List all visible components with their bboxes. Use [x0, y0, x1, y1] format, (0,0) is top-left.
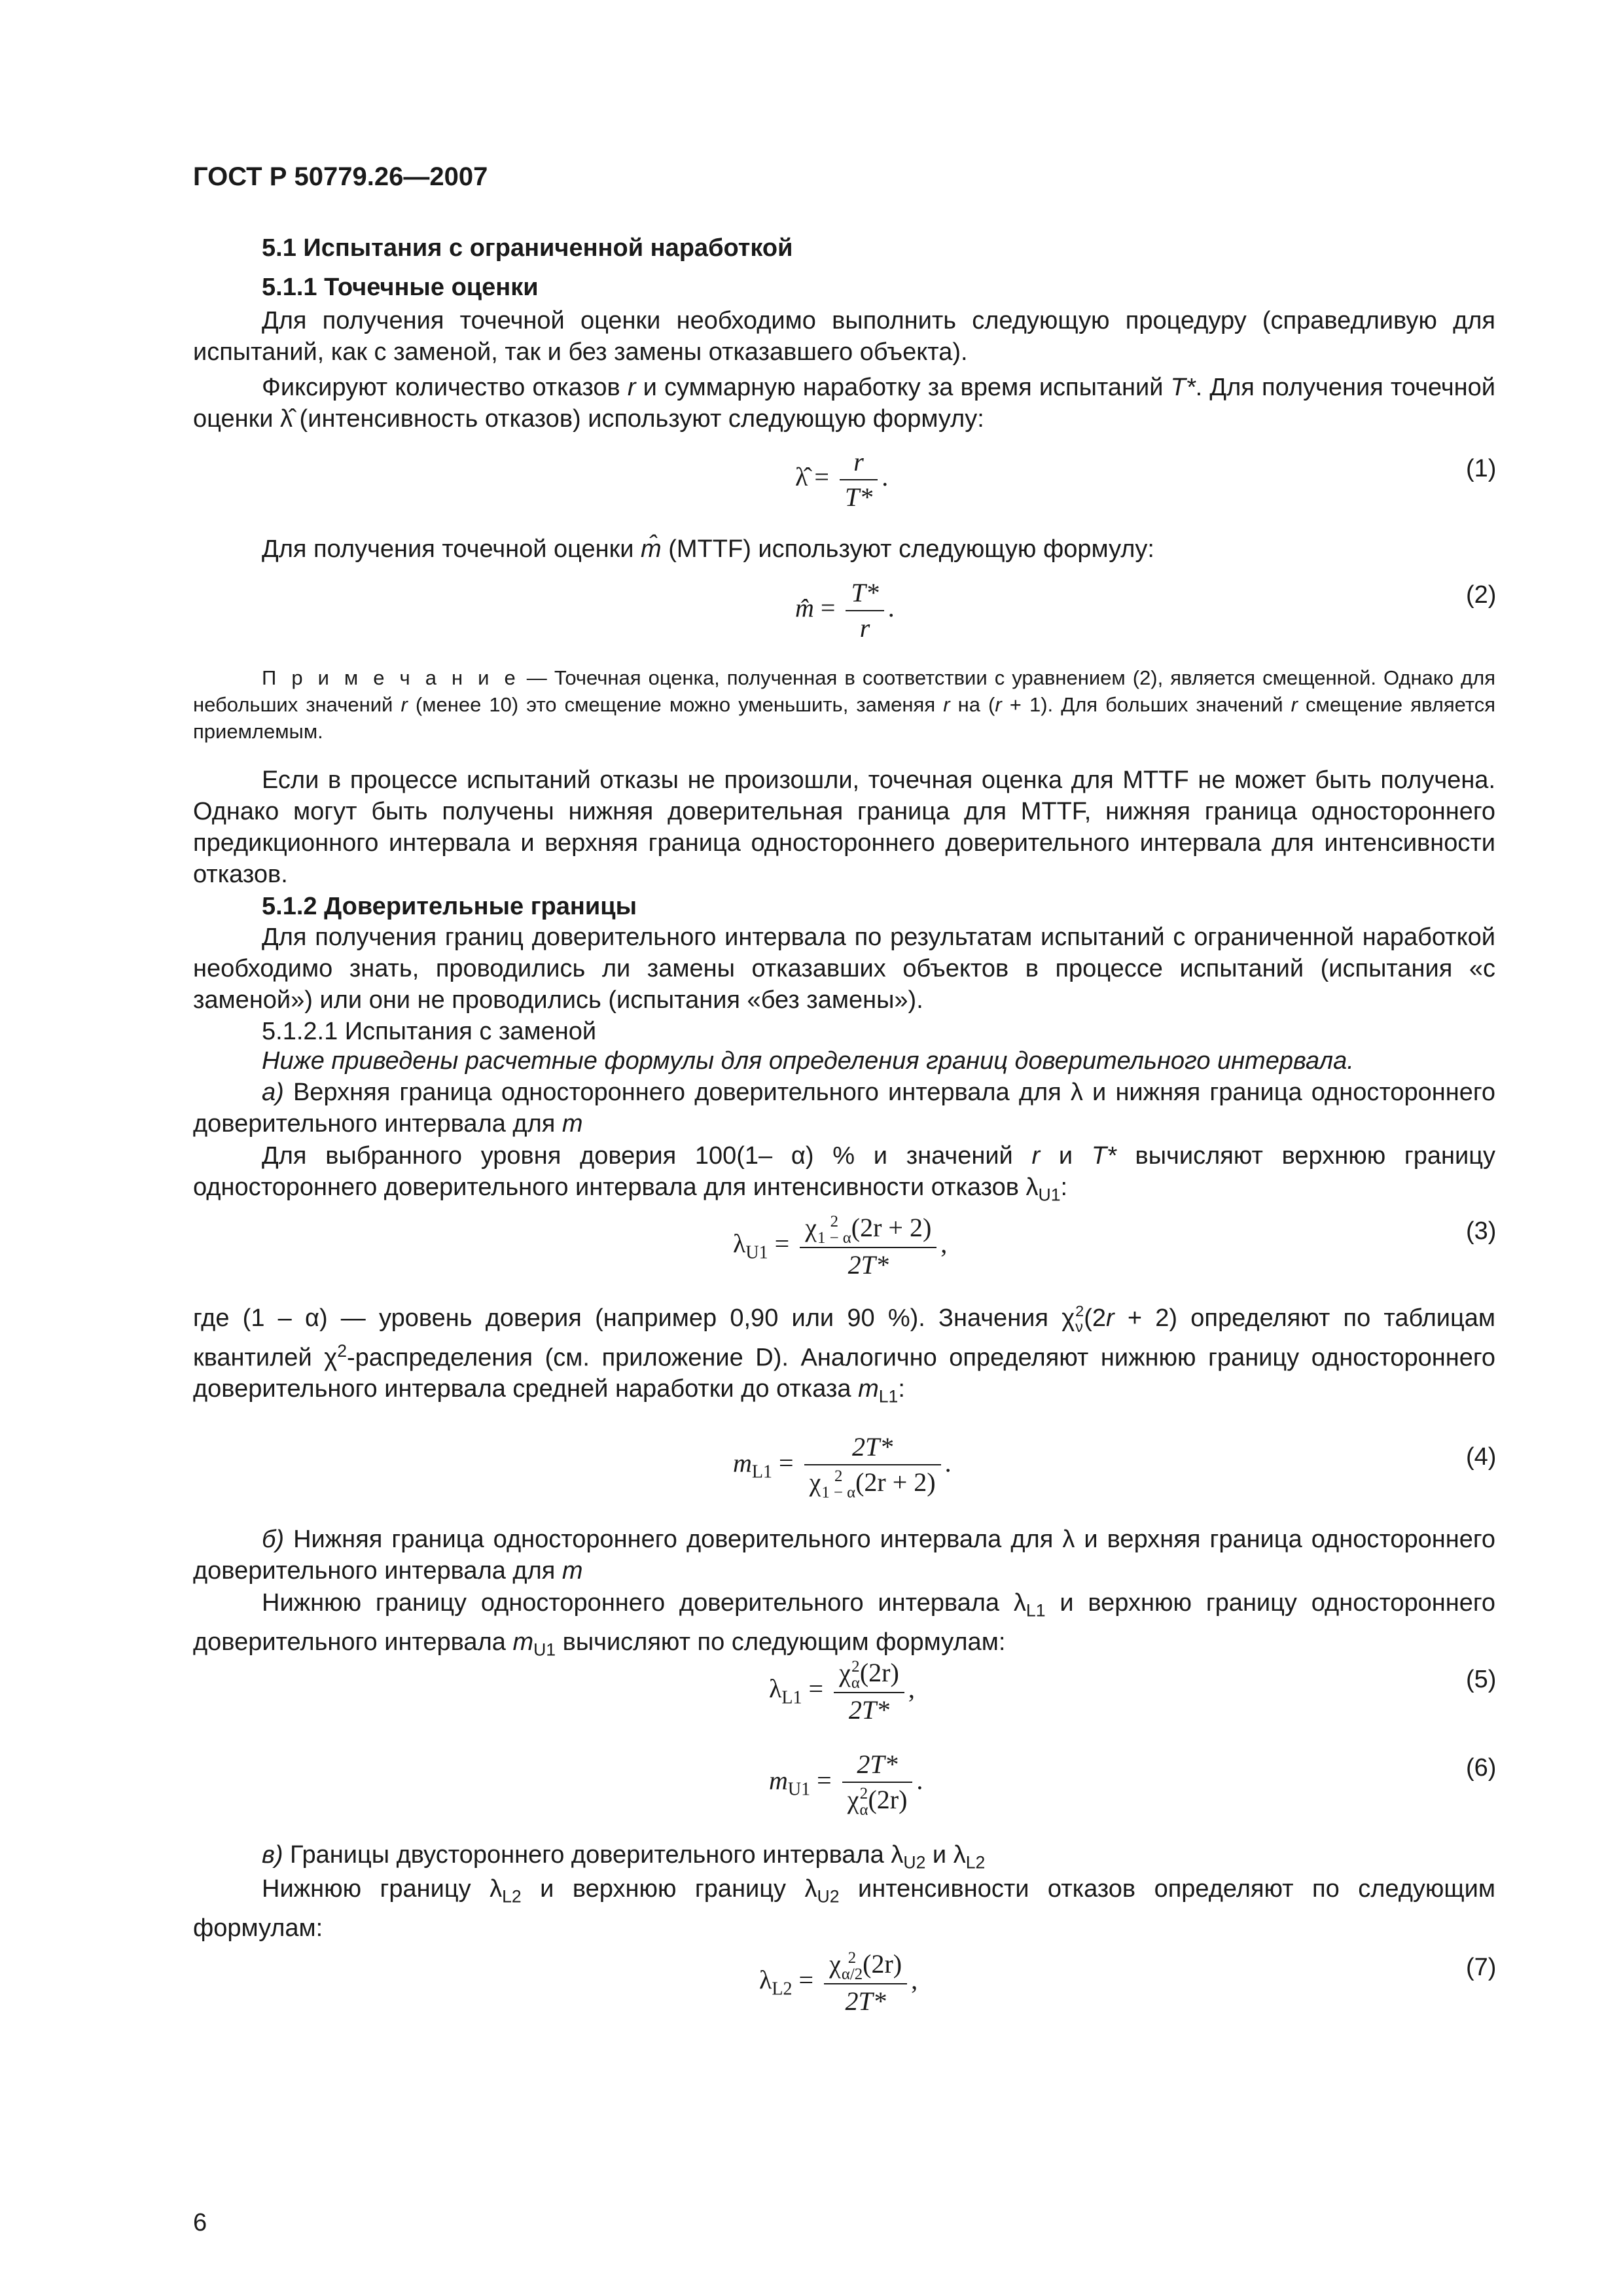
equation-number-7: (7): [1466, 1954, 1497, 1981]
formula-2: m̂ = $\frac{T*}{r}$ .: [795, 576, 895, 645]
paragraph-point-estimate-intro: Для получения точечной оценки необходимо выполнить следующую процедуру (справедливую для испытаний, как с заменой, так и без замены отказавшего объекта).: [193, 307, 1495, 366]
formula-3: $\lambda_{U1}$ = χ 2 1 − α (2r + 2) 2T* ,: [733, 1211, 947, 1282]
formula-7: $\lambda_{L2}$ = χ 2 α/2 (2r) 2T* ,: [759, 1947, 918, 2018]
page-number: 6: [193, 2209, 207, 2236]
paragraph-mttf-estimate: Для получения точечной оценки m̂ (MTTF) используют следующую формулу:: [262, 535, 1154, 563]
paragraph-no-failures: Если в процессе испытаний отказы не произошли, точечная оценка для MTTF не может быть получена. Однако могут быть получены нижняя доверительная граница для MTTF, нижняя граница одностороннего предикционного интервала и верхняя граница одностороннего доверительного интервала для интенсивности отказов.: [193, 766, 1495, 888]
equation-number-4: (4): [1466, 1443, 1497, 1471]
note-bias: П р и м е ч а н и е — Точечная оценка, полученная в соответствии с уравнением (2), является смещенной. Однако для небольших значений r (менее 10) это смещение можно уменьшить, заменяя r на (r + 1). Для больших значений r смещение является приемлемым.: [193, 666, 1495, 743]
section-5-1-heading: 5.1 Испытания с ограниченной наработкой: [262, 234, 793, 262]
section-5-1-1-heading: 5.1.1 Точечные оценки: [262, 274, 539, 301]
paragraph-failures-count: Фиксируют количество отказов r и суммарную наработку за время испытаний T*. Для получения точечной оценки λ̂ (интенсивность отказов) используют следующую формулу:: [193, 374, 1496, 433]
item-b: б) Нижняя граница одностороннего доверительного интервала для λ и верхняя граница одностороннего доверительного интервала для m: [193, 1526, 1495, 1585]
equation-number-6: (6): [1466, 1754, 1497, 1782]
formula-1: λ̂ = $\frac{r}{T*}$ .: [795, 445, 888, 514]
section-5-1-2-heading: 5.1.2 Доверительные границы: [262, 893, 637, 920]
item-a: а) Верхняя граница одностороннего доверительного интервала для λ и нижняя граница одностороннего доверительного интервала для m: [193, 1079, 1495, 1138]
formula-6: $m_{U1}$ = 2T* χ 2 α (2r) .: [769, 1748, 923, 1819]
paragraph-chi-square-quantiles: где (1 – α) — уровень доверия (например 0,90 или 90 %). Значения χ 2 ν (2r + 2) определяют по таблицам квантилей $\chi^2$-распределения (см. приложение D). Аналогично определяют нижнюю границу одностороннего доверительного интервала средней наработки до отказа $m_{L1}$:: [193, 1302, 1495, 1407]
equation-number-1: (1): [1466, 455, 1497, 482]
paragraph-confidence-level: Для выбранного уровня доверия 100(1– α) % и значений r и T* вычисляют верхнюю границу одностороннего доверительного интервала для интенсивности отказов $\lambda_{U1}$:: [193, 1142, 1496, 1205]
document-header: ГОСТ Р 50779.26—2007: [193, 162, 488, 191]
equation-number-3: (3): [1466, 1217, 1497, 1245]
formula-4: $m_{L1}$ = 2T* χ 2 1 − α (2r + 2) .: [733, 1430, 952, 1501]
paragraph-confidence-bounds: Для получения границ доверительного интервала по результатам испытаний с ограниченной наработкой необходимо знать, проводились ли замены отказавших объектов в процессе испытаний (испытания «с заменой») или они не проводились (испытания «без замены»).: [193, 924, 1495, 1014]
paragraph-formulas-intro: Ниже приведены расчетные формулы для определения границ доверительного интервала.: [262, 1047, 1354, 1075]
paragraph-two-sided-bounds: Нижнюю границу $\lambda_{L2}$ и верхнюю границу $\lambda_{U2}$ интенсивности отказов определяют по следующим формулам:: [193, 1875, 1495, 1942]
item-v: в) Границы двустороннего доверительного интервала $\lambda_{U2}$ и $\lambda_{L2}$: [262, 1841, 986, 1873]
formula-5: $\lambda_{L1}$ = χ 2 α (2r) 2T* ,: [769, 1656, 915, 1727]
equation-number-5: (5): [1466, 1666, 1497, 1693]
paragraph-lower-upper-bounds: Нижнюю границу одностороннего доверительного интервала $\lambda_{L1}$ и верхнюю границу одностороннего доверительного интервала $m_{U1}$ вычисляют по следующим формулам:: [193, 1589, 1495, 1660]
equation-number-2: (2): [1466, 581, 1497, 609]
section-5-1-2-1-heading: 5.1.2.1 Испытания с заменой: [262, 1018, 597, 1045]
